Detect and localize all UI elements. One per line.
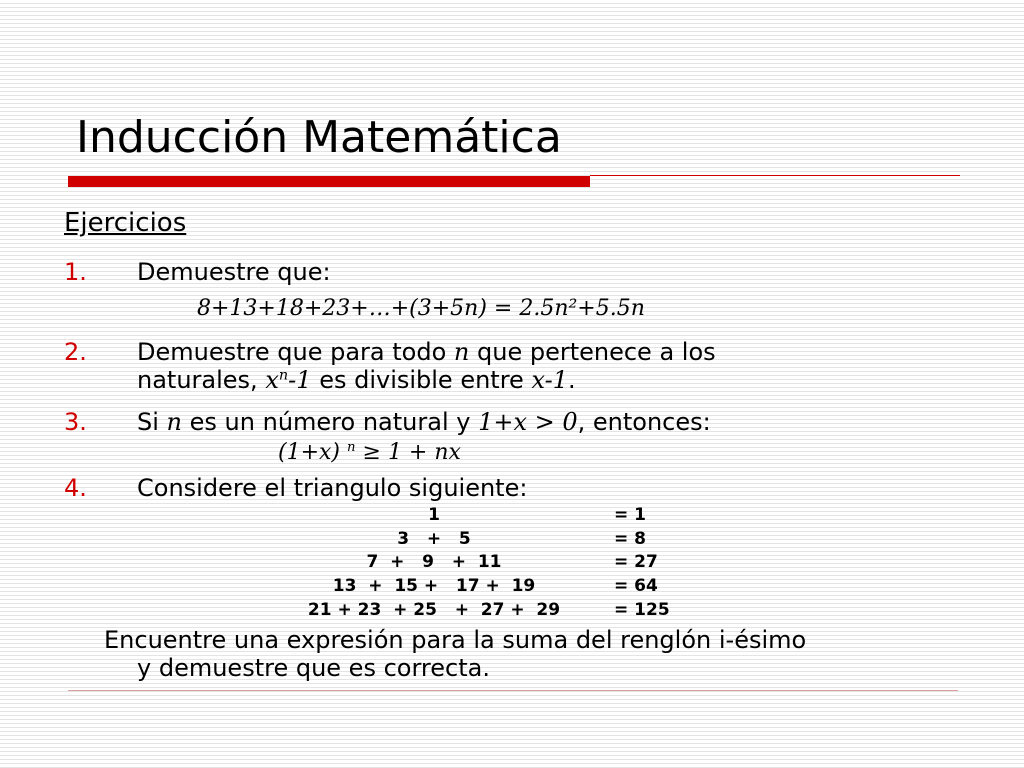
closing-line-1: Encuentre una expresión para la suma del renglón i-ésimo	[104, 626, 807, 654]
item-2-period: .	[567, 366, 576, 394]
triangle-row-3-right: = 27	[614, 552, 658, 572]
footer-divider	[68, 690, 958, 691]
inequality-3	[278, 440, 461, 465]
closing-line-2: y demuestre que es correcta.	[137, 654, 490, 682]
triangle-row-3-left: 7 + 9 + 11	[366, 552, 502, 572]
item-2-expr-exp: n	[278, 367, 289, 384]
item-2-expr-base: x	[265, 366, 279, 394]
triangle-row-2-right: = 8	[614, 529, 646, 549]
item-2-text-d: es divisible entre	[319, 366, 524, 394]
section-heading: Ejercicios	[64, 208, 187, 238]
triangle-row-1-right: = 1	[614, 505, 646, 525]
item-text-3	[137, 408, 711, 436]
item-2-divisor: x-1	[531, 366, 568, 394]
item-number-4: 4.	[64, 474, 87, 502]
triangle-row-4-left: 13 + 15 + 17 + 19	[332, 576, 536, 596]
item-3-var-n: n	[166, 408, 183, 436]
item-text-2-line2	[137, 366, 576, 394]
triangle-row-5-right: = 125	[614, 600, 670, 620]
item-number-3: 3.	[64, 408, 87, 436]
item-2-text-b: que pertenece a los	[477, 338, 716, 366]
title-underline-line	[590, 175, 960, 176]
item-2-text-c: naturales,	[137, 366, 258, 394]
item-text-4: Considere el triangulo siguiente:	[137, 474, 528, 502]
page-title: Inducción Matemática	[76, 112, 562, 163]
ineq-exp: n	[347, 440, 356, 456]
item-text-2-line1	[137, 338, 716, 366]
triangle-row-1-left: 1	[428, 505, 440, 525]
item-number-2: 2.	[64, 338, 87, 366]
triangle-row-5-left: 21 + 23 + 25 + 27 + 29	[307, 600, 561, 620]
item-3-text-b: es un número natural y	[189, 408, 471, 436]
item-number-1: 1.	[64, 258, 87, 286]
item-3-text-c: , entonces:	[577, 408, 711, 436]
item-2-expr	[265, 366, 311, 394]
item-3-condition: 1+x > 0	[478, 408, 578, 436]
item-2-expr-rest: -1	[288, 366, 312, 394]
formula-1: 8+13+18+23+…+(3+5n) = 2.5n²+5.5n	[197, 296, 645, 321]
item-3-text-a: Si	[137, 408, 159, 436]
item-2-text-a: Demuestre que para todo	[137, 338, 447, 366]
ineq-rest: ≥ 1 + nx	[362, 440, 461, 465]
item-text-1: Demuestre que:	[137, 258, 331, 286]
item-2-var-n: n	[453, 338, 470, 366]
triangle-row-2-left: 3 + 5	[397, 529, 471, 549]
title-underline-bar	[68, 176, 590, 187]
triangle-row-4-right: = 64	[614, 576, 658, 596]
ineq-base: (1+x)	[278, 440, 341, 465]
